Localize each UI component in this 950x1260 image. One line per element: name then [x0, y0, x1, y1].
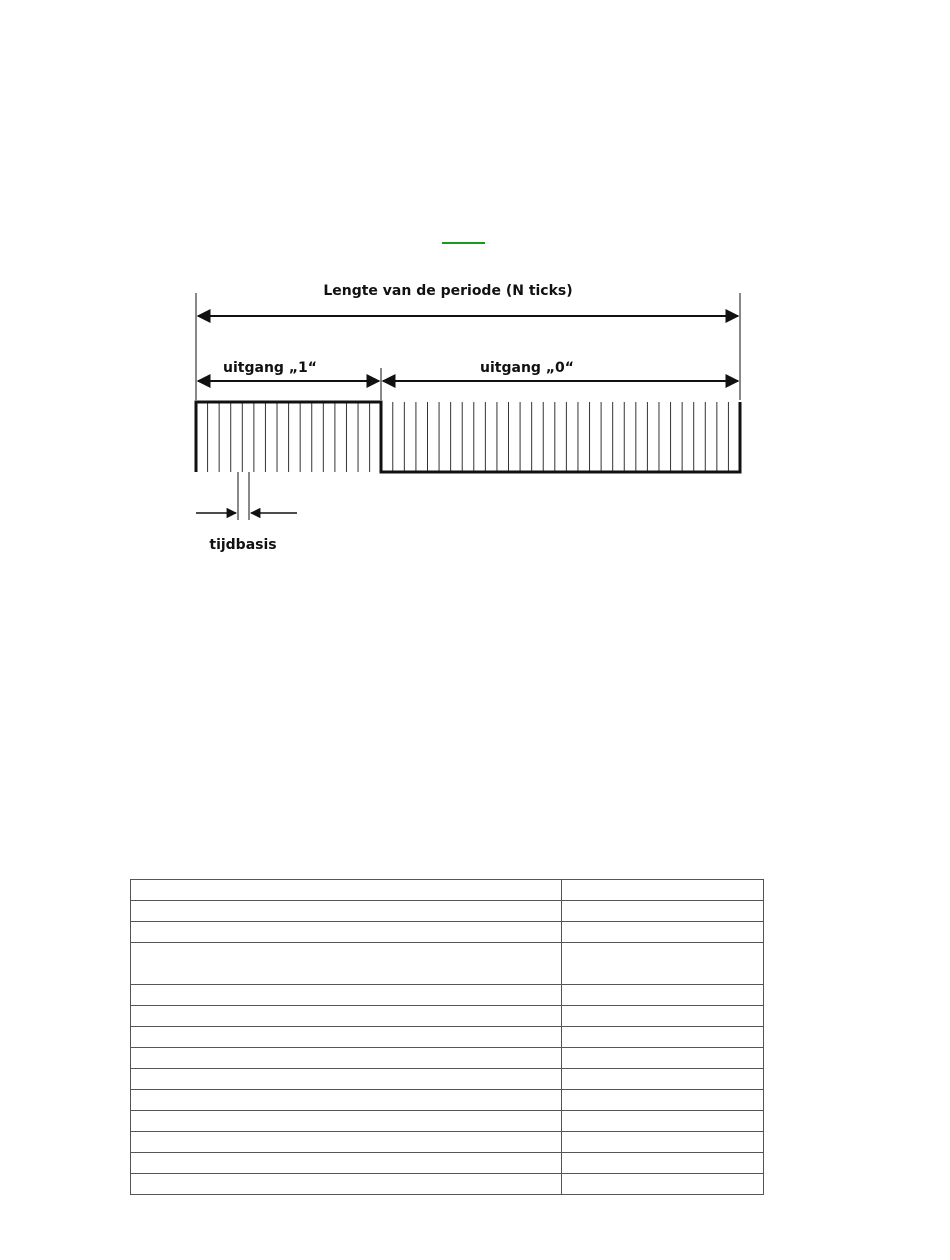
table-cell — [562, 1090, 764, 1111]
table-cell — [131, 880, 562, 901]
table-cell — [131, 1069, 562, 1090]
table-row — [131, 1153, 764, 1174]
table-cell — [562, 1006, 764, 1027]
signal-waveform — [196, 402, 740, 472]
table-row — [131, 1027, 764, 1048]
empty-table — [130, 879, 764, 1195]
table-cell — [131, 985, 562, 1006]
table-row — [131, 943, 764, 985]
table-row — [131, 1069, 764, 1090]
table-cell — [131, 1048, 562, 1069]
tick-grid — [208, 402, 729, 472]
table-row — [131, 1174, 764, 1195]
table-row — [131, 880, 764, 901]
table-cell — [562, 943, 764, 985]
table-cell — [562, 1069, 764, 1090]
table-cell — [562, 1048, 764, 1069]
pwm-period-diagram — [185, 268, 750, 553]
output-off-label: uitgang „0“ — [480, 360, 574, 376]
table-cell — [131, 1174, 562, 1195]
table-row — [131, 1132, 764, 1153]
green-link-underline[interactable] — [442, 242, 485, 244]
table-cell — [131, 1090, 562, 1111]
table-row — [131, 1090, 764, 1111]
table-cell — [131, 1153, 562, 1174]
table-cell — [131, 1027, 562, 1048]
table-cell — [131, 922, 562, 943]
timebase-label: tijdbasis — [209, 537, 277, 553]
table-cell — [131, 1111, 562, 1132]
table-cell — [562, 901, 764, 922]
table-cell — [562, 985, 764, 1006]
table-cell — [131, 1132, 562, 1153]
table-row — [131, 1111, 764, 1132]
table-cell — [131, 901, 562, 922]
period-label: Lengte van de periode (N ticks) — [323, 283, 573, 299]
table-cell — [562, 880, 764, 901]
table-cell — [562, 1153, 764, 1174]
table-cell — [562, 1174, 764, 1195]
table-row — [131, 901, 764, 922]
table-cell — [131, 943, 562, 985]
table-row — [131, 1006, 764, 1027]
table-cell — [131, 1006, 562, 1027]
output-on-label: uitgang „1“ — [223, 360, 317, 376]
table-cell — [562, 1111, 764, 1132]
table-cell — [562, 922, 764, 943]
table-row — [131, 1048, 764, 1069]
table-row — [131, 985, 764, 1006]
table-cell — [562, 1027, 764, 1048]
table-row — [131, 922, 764, 943]
table-cell — [562, 1132, 764, 1153]
